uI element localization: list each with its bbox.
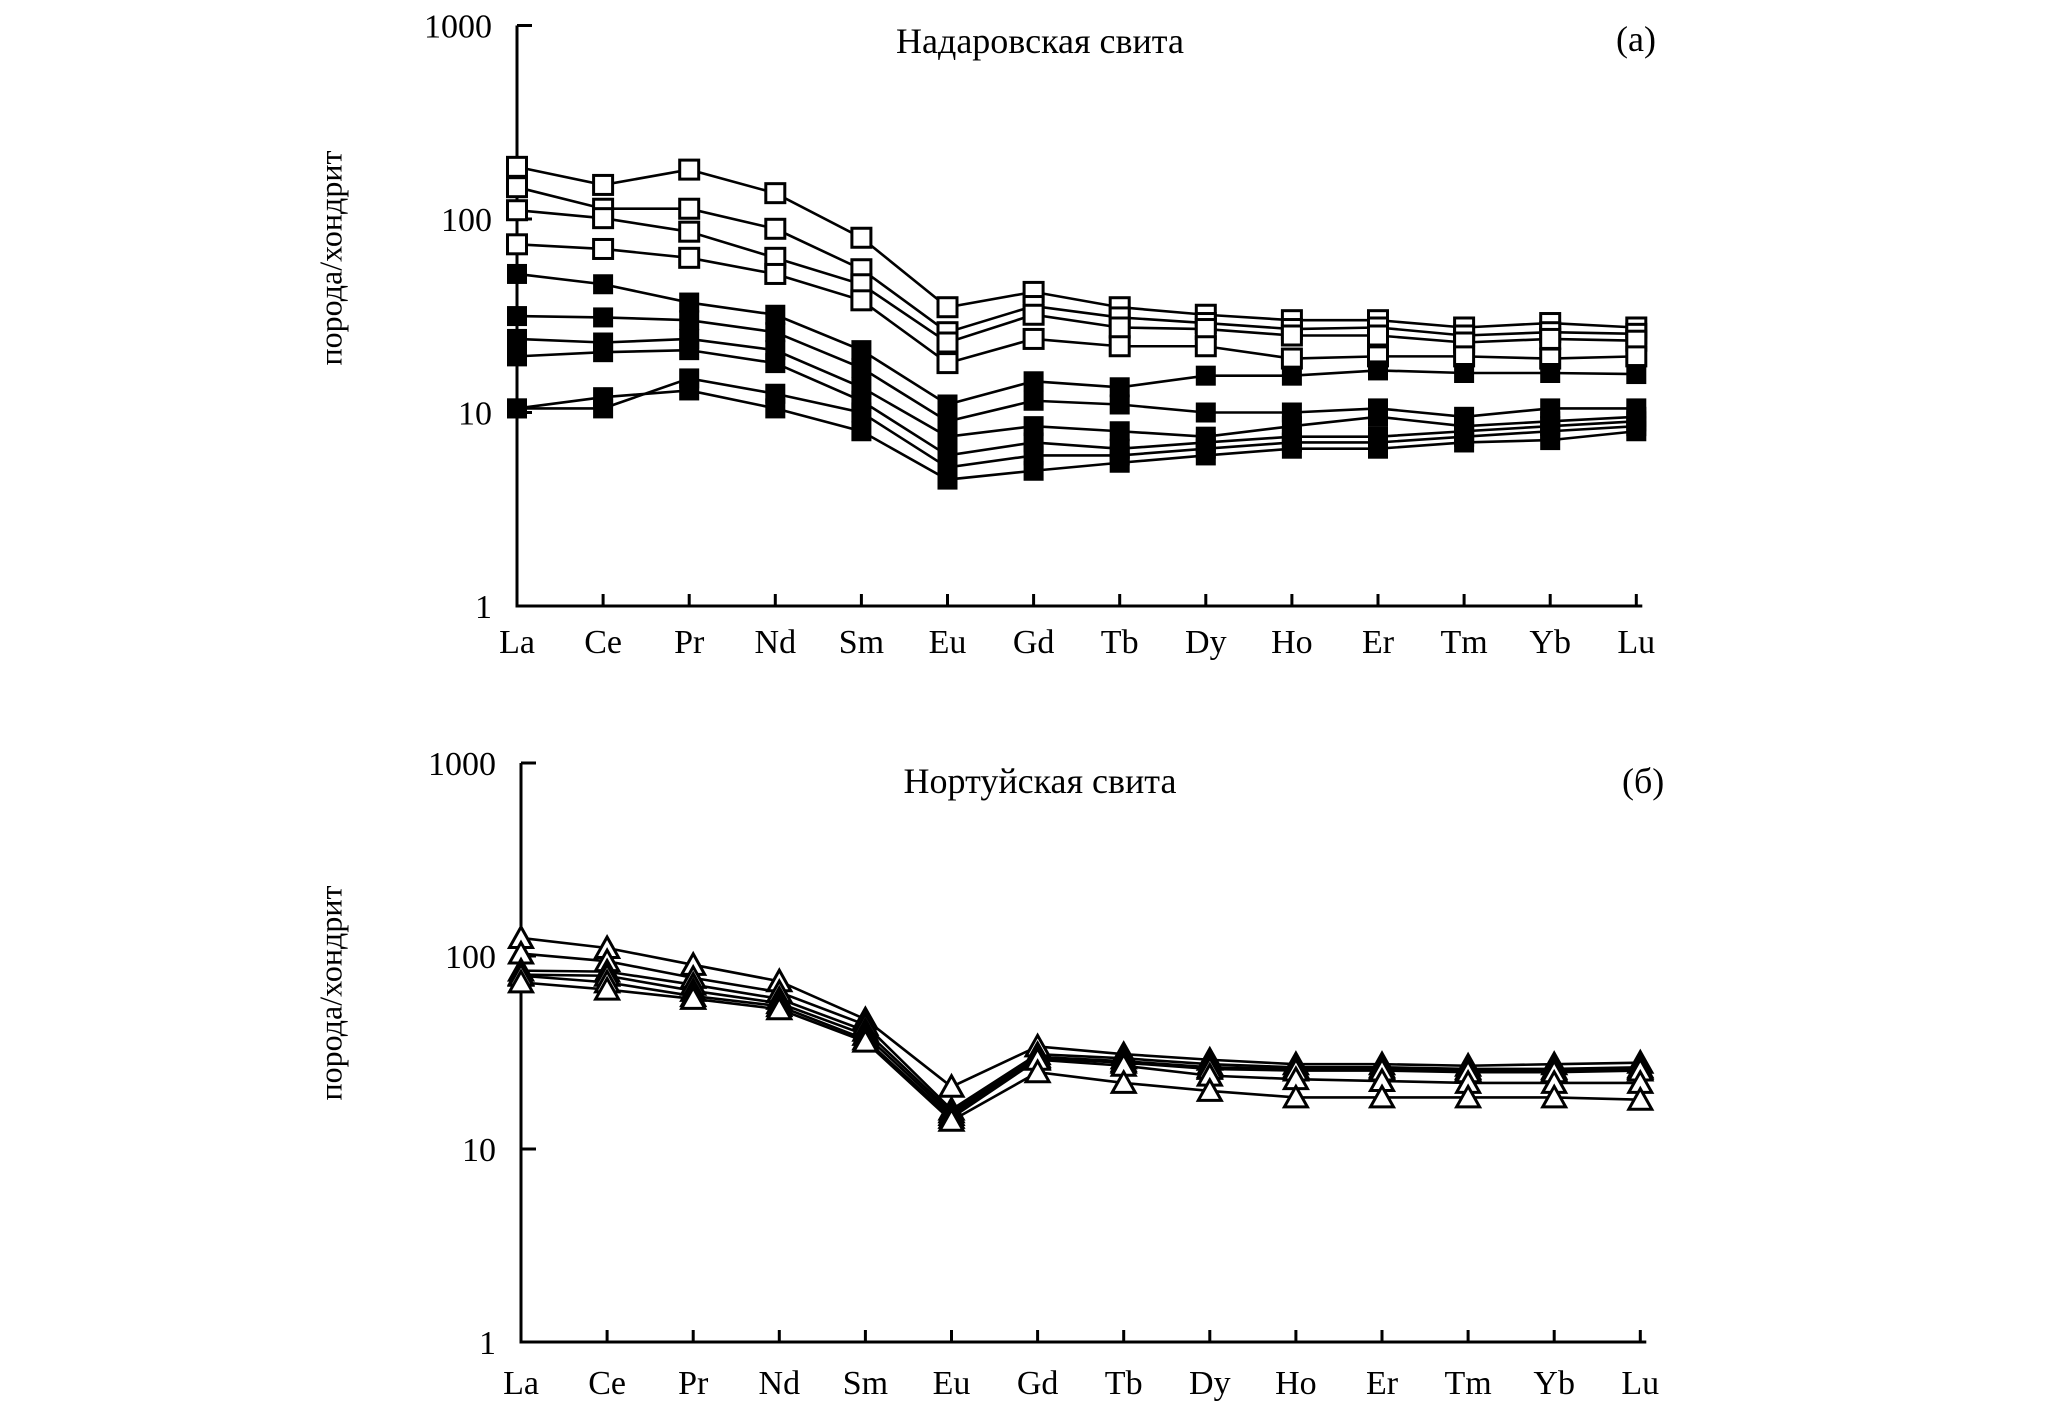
- marker-filled-square: [1110, 377, 1130, 397]
- marker-open-square: [508, 201, 527, 220]
- x-category-label: Nd: [754, 624, 797, 661]
- marker-filled-square: [507, 329, 527, 349]
- x-category-label: Tb: [1104, 1365, 1143, 1402]
- marker-open-square: [938, 354, 957, 373]
- x-category-label: Ce: [588, 1365, 626, 1402]
- marker-filled-square: [851, 403, 871, 423]
- marker-filled-square: [1368, 439, 1388, 459]
- marker-filled-square: [1196, 403, 1216, 423]
- x-category-label: Lu: [1621, 1365, 1660, 1402]
- y-tick-label: 1: [479, 1325, 496, 1362]
- marker-open-square: [1110, 318, 1129, 337]
- x-category-label: Nd: [758, 1365, 801, 1402]
- marker-filled-square: [507, 264, 527, 284]
- marker-open-square: [766, 264, 785, 283]
- marker-filled-square: [1024, 391, 1044, 411]
- x-category-label: Yb: [1533, 1365, 1575, 1402]
- marker-open-square: [1282, 326, 1301, 345]
- chart-a-y-axis-title: порода/хондрит: [312, 150, 349, 366]
- marker-filled-square: [1626, 421, 1646, 441]
- marker-open-square: [1196, 337, 1215, 356]
- y-tick-label: 10: [458, 395, 492, 433]
- marker-filled-square: [851, 358, 871, 378]
- marker-open-square: [1024, 305, 1043, 324]
- marker-filled-square: [1540, 430, 1560, 450]
- marker-filled-square: [1282, 439, 1302, 459]
- marker-filled-square: [679, 340, 699, 360]
- x-category-label: Pr: [678, 1365, 709, 1402]
- x-category-label: Er: [1365, 1365, 1399, 1402]
- marker-filled-square: [765, 353, 785, 373]
- chart-a: [424, 9, 1655, 662]
- x-category-label: Tm: [1440, 624, 1488, 661]
- y-tick-label: 1000: [428, 746, 496, 783]
- marker-open-square: [680, 222, 699, 241]
- marker-open-square: [1369, 326, 1388, 345]
- marker-filled-square: [1626, 364, 1646, 384]
- x-category-label: Ho: [1271, 624, 1313, 661]
- marker-filled-square: [1454, 432, 1474, 452]
- chart-a-title: Надаровская свита: [896, 21, 1184, 61]
- marker-open-square: [594, 175, 613, 194]
- marker-filled-square: [1024, 371, 1044, 391]
- marker-open-square: [1024, 329, 1043, 348]
- marker-open-square: [594, 209, 613, 228]
- x-category-label: Eu: [928, 624, 967, 661]
- y-tick-label: 1000: [424, 8, 492, 46]
- x-category-label: Er: [1361, 624, 1395, 661]
- x-category-label: Pr: [674, 624, 705, 661]
- marker-open-square: [1110, 337, 1129, 356]
- marker-filled-square: [1368, 360, 1388, 380]
- marker-open-square: [508, 157, 527, 176]
- x-category-label: Lu: [1617, 624, 1656, 661]
- marker-open-square: [1541, 329, 1560, 348]
- y-tick-label: 100: [441, 202, 492, 239]
- marker-filled-square: [679, 310, 699, 330]
- marker-open-square: [766, 219, 785, 238]
- x-category-label: Gd: [1016, 1365, 1059, 1402]
- marker-filled-square: [1110, 394, 1130, 414]
- marker-filled-square: [1196, 445, 1216, 465]
- marker-filled-square: [1540, 363, 1560, 383]
- marker-filled-square: [1454, 363, 1474, 383]
- marker-open-square: [852, 291, 871, 310]
- x-category-label: Gd: [1012, 624, 1055, 661]
- marker-filled-square: [765, 398, 785, 418]
- marker-filled-square: [1368, 407, 1388, 427]
- marker-filled-square: [938, 470, 958, 490]
- marker-filled-square: [593, 387, 613, 407]
- marker-filled-square: [507, 346, 527, 366]
- marker-filled-square: [1110, 453, 1130, 473]
- marker-filled-square: [679, 380, 699, 400]
- x-category-label: Ho: [1275, 1365, 1317, 1402]
- marker-open-square: [938, 298, 957, 317]
- marker-open-square: [1627, 347, 1646, 366]
- marker-filled-square: [851, 340, 871, 360]
- x-category-label: Tm: [1444, 1365, 1492, 1402]
- x-category-label: Eu: [932, 1365, 971, 1402]
- x-category-label: Ce: [584, 624, 622, 661]
- marker-open-square: [680, 160, 699, 179]
- marker-open-square: [852, 228, 871, 247]
- marker-open-square: [508, 178, 527, 197]
- marker-filled-square: [765, 305, 785, 325]
- chart-b-y-axis-title: порода/хондрит: [312, 885, 349, 1101]
- chart-b-title: Нортуйская свита: [903, 761, 1177, 801]
- y-tick-label: 1: [475, 589, 492, 626]
- marker-open-square: [766, 184, 785, 203]
- marker-open-square: [1282, 349, 1301, 368]
- marker-open-square: [508, 235, 527, 254]
- axis-frame: [521, 763, 1646, 1342]
- marker-filled-square: [1196, 366, 1216, 386]
- marker-filled-square: [1024, 461, 1044, 481]
- x-category-label: La: [499, 624, 535, 661]
- marker-open-square: [680, 248, 699, 267]
- marker-filled-square: [1282, 366, 1302, 386]
- y-tick-label: 100: [445, 939, 496, 976]
- x-category-label: La: [503, 1365, 539, 1402]
- marker-open-square: [594, 239, 613, 258]
- x-category-label: Sm: [838, 624, 885, 661]
- marker-filled-square: [593, 274, 613, 294]
- y-tick-label: 10: [462, 1132, 496, 1169]
- chart-a-panel-label: (а): [1616, 19, 1656, 59]
- marker-filled-square: [593, 307, 613, 327]
- marker-filled-square: [593, 342, 613, 362]
- x-category-label: Yb: [1529, 624, 1571, 661]
- x-category-label: Sm: [842, 1365, 889, 1402]
- marker-filled-square: [765, 322, 785, 342]
- marker-filled-square: [1110, 421, 1130, 441]
- marker-filled-square: [507, 306, 527, 326]
- marker-filled-square: [679, 293, 699, 313]
- x-category-label: Dy: [1189, 1365, 1231, 1402]
- marker-filled-square: [507, 398, 527, 418]
- x-category-label: Tb: [1100, 624, 1139, 661]
- chart-b: [428, 746, 1659, 1402]
- marker-filled-square: [938, 427, 958, 447]
- chart-b-panel-label: (б): [1622, 761, 1665, 801]
- x-category-label: Dy: [1185, 624, 1227, 661]
- marker-open-square: [680, 199, 699, 218]
- marker-filled-square: [851, 421, 871, 441]
- marker-open-square: [938, 333, 957, 352]
